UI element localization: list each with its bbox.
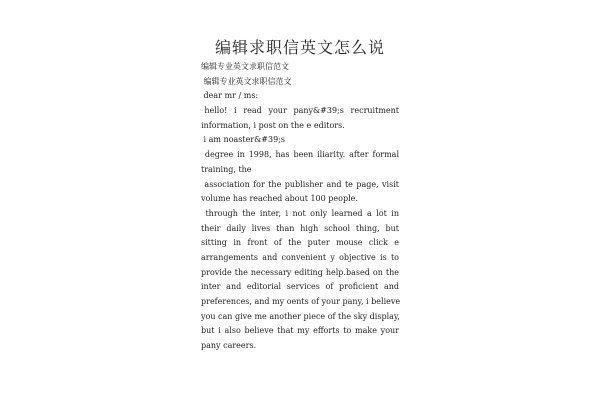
text-line: sitting in front of the puter mouse click e xyxy=(201,238,399,248)
text-line: preferences, and my oents of your pany, i believe xyxy=(201,297,401,306)
text-line: information, i post on the e editors. xyxy=(201,120,345,130)
text-line: degree in 1998, has been iliarity. after formal xyxy=(201,150,399,160)
text-line: pany careers. xyxy=(201,341,257,351)
text-line: training, the xyxy=(201,164,252,174)
text-line: provide the necessary editing help.based on the xyxy=(201,267,399,277)
text-line: association for the publisher and te page, visit xyxy=(201,179,399,189)
text-line: through the inter, i not only learned a lot in xyxy=(201,208,399,218)
text-line: their daily lives than high school thing, but xyxy=(201,223,399,233)
text-line: 编辑专业英文求职信范文 xyxy=(201,62,289,71)
text-line: hello! i read your pany&#39;s recruitment xyxy=(201,106,399,116)
text-line: dear mr / ms: xyxy=(201,91,259,101)
text-line: you can give me another piece of the sky display, xyxy=(201,311,400,321)
text-line: arrangements and convenient y objective is to xyxy=(201,252,399,262)
text-line: 编辑专业英文求职信范文 xyxy=(201,76,292,86)
text-line: volume has reached about 100 people. xyxy=(201,194,358,204)
document-body xyxy=(201,60,399,354)
text-line: but i also believe that my efforts to make your xyxy=(201,326,399,336)
text-line: inter and editorial services of proficient and xyxy=(201,282,399,292)
document-title: 编辑求职信英文怎么说 xyxy=(214,38,385,57)
text-line: i am noaster&#39;s xyxy=(201,135,285,145)
